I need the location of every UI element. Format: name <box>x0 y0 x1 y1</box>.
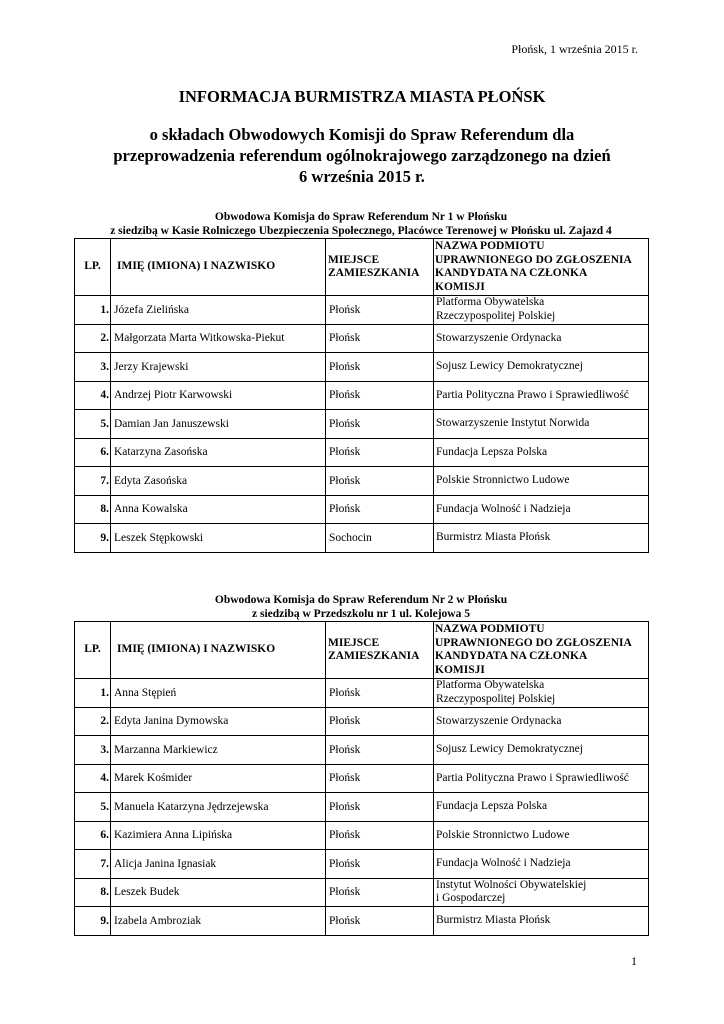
nominating-entity-line: Rzeczypospolitej Polskiej <box>436 309 556 322</box>
member-name: Izabela Ambroziak <box>111 907 326 936</box>
table-row <box>75 821 649 850</box>
subtitle <box>60 124 664 187</box>
member-residence: Płońsk <box>326 296 434 325</box>
member-name: Edyta Janina Dymowska <box>111 707 326 736</box>
members-table <box>74 238 649 553</box>
table-header-row <box>75 239 649 296</box>
table-row <box>75 850 649 879</box>
member-name: Damian Jan Januszewski <box>111 410 326 439</box>
member-residence: Płońsk <box>326 381 434 410</box>
nominating-entity-line: Fundacja Lepsza Polska <box>436 800 548 812</box>
member-nominating-entity <box>434 524 649 553</box>
member-residence: Płońsk <box>326 353 434 382</box>
member-lp: 6. <box>75 821 111 850</box>
member-lp: 1. <box>75 679 111 708</box>
nominating-entity-line: Partia Polityczna Prawo i Sprawiedliwość <box>436 771 629 784</box>
member-nominating-entity <box>434 381 649 410</box>
member-lp: 1. <box>75 296 111 325</box>
member-name: Małgorzata Marta Witkowska-Piekut <box>111 324 326 353</box>
column-header-name: IMIĘ (IMIONA) I NAZWISKO <box>111 622 326 679</box>
table-row <box>75 381 649 410</box>
table-row <box>75 707 649 736</box>
column-header-org-line: UPRAWNIONEGO DO ZGŁOSZENIA <box>435 636 632 649</box>
column-header-org-line: NAZWA PODMIOTU <box>435 623 545 635</box>
subtitle-line: 6 września 2015 r. <box>299 167 425 186</box>
column-header-org-line: KOMISJI <box>435 663 485 676</box>
table-row <box>75 524 649 553</box>
commission-heading-line2: z siedzibą w Kasie Rolniczego Ubezpieczenia Społecznego, Placówce Terenowej w Płońsku ul. Zajazd 4 <box>110 225 612 237</box>
table-row <box>75 410 649 439</box>
member-nominating-entity <box>434 324 649 353</box>
nominating-entity-line: Rzeczypospolitej Polskiej <box>436 692 556 705</box>
nominating-entity-line: Burmistrz Miasta Płońsk <box>436 914 551 926</box>
table-row <box>75 907 649 936</box>
member-name: Marek Kośmider <box>111 764 326 793</box>
commission-2-section <box>74 593 648 936</box>
table-row <box>75 495 649 524</box>
date-line: Płońsk, 1 września 2015 r. <box>511 42 638 56</box>
nominating-entity-line: Polskie Stronnictwo Ludowe <box>436 828 570 841</box>
table-row <box>75 764 649 793</box>
column-header-org-line: KANDYDATA NA CZŁONKA <box>435 650 588 662</box>
column-header-lp: LP. <box>75 239 111 296</box>
nominating-entity-line: Stowarzyszenie Ordynacka <box>436 714 562 727</box>
member-nominating-entity <box>434 764 649 793</box>
member-name: Jerzy Krajewski <box>111 353 326 382</box>
member-lp: 9. <box>75 524 111 553</box>
member-residence: Płońsk <box>326 324 434 353</box>
nominating-entity-line: Burmistrz Miasta Płońsk <box>436 531 551 543</box>
nominating-entity-line: Partia Polityczna Prawo i Sprawiedliwość <box>436 388 629 401</box>
column-header-org <box>434 622 649 679</box>
nominating-entity-line: Sojusz Lewicy Demokratycznej <box>436 743 583 755</box>
member-lp: 5. <box>75 410 111 439</box>
column-header-place-line: MIEJSCE <box>328 636 380 649</box>
column-header-place-line: ZAMIESZKANIA <box>328 650 420 662</box>
member-residence: Płońsk <box>326 793 434 822</box>
member-name: Alicja Janina Ignasiak <box>111 850 326 879</box>
page-title: INFORMACJA BURMISTRZA MIASTA PŁOŃSK <box>178 87 546 106</box>
table-row <box>75 793 649 822</box>
table-row <box>75 324 649 353</box>
members-table <box>74 621 649 936</box>
table-row <box>75 467 649 496</box>
member-name: Marzanna Markiewicz <box>111 736 326 765</box>
commission-heading <box>74 210 648 238</box>
member-nominating-entity <box>434 438 649 467</box>
nominating-entity-line: Stowarzyszenie Ordynacka <box>436 331 562 344</box>
nominating-entity-line: Sojusz Lewicy Demokratycznej <box>436 360 583 372</box>
member-name: Anna Kowalska <box>111 495 326 524</box>
commission-heading-line1: Obwodowa Komisja do Spraw Referendum Nr 1 w Płońsku <box>214 211 508 223</box>
member-lp: 4. <box>75 381 111 410</box>
member-lp: 8. <box>75 495 111 524</box>
nominating-entity-line: Polskie Stronnictwo Ludowe <box>436 474 570 486</box>
commission-heading-line2: z siedzibą w Przedszkolu nr 1 ul. Kolejowa 5 <box>252 608 470 620</box>
member-lp: 5. <box>75 793 111 822</box>
member-name: Katarzyna Zasońska <box>111 438 326 467</box>
nominating-entity-line: Platforma Obywatelska <box>436 679 545 692</box>
member-lp: 4. <box>75 764 111 793</box>
member-residence: Płońsk <box>326 821 434 850</box>
column-header-name: IMIĘ (IMIONA) I NAZWISKO <box>111 239 326 296</box>
table-row <box>75 878 649 907</box>
member-residence: Płońsk <box>326 736 434 765</box>
table-row <box>75 736 649 765</box>
member-residence: Płońsk <box>326 850 434 879</box>
member-nominating-entity <box>434 467 649 496</box>
column-header-place-line: MIEJSCE <box>328 253 380 266</box>
column-header-org-line: KOMISJI <box>435 280 485 293</box>
column-header-place <box>326 239 434 296</box>
commission-heading <box>74 593 648 621</box>
member-nominating-entity <box>434 353 649 382</box>
member-lp: 8. <box>75 878 111 907</box>
member-residence: Płońsk <box>326 438 434 467</box>
member-residence: Płońsk <box>326 495 434 524</box>
member-nominating-entity <box>434 736 649 765</box>
member-name: Leszek Stępkowski <box>111 524 326 553</box>
nominating-entity-line: Fundacja Lepsza Polska <box>436 445 548 458</box>
table-row <box>75 296 649 325</box>
member-nominating-entity <box>434 679 649 708</box>
nominating-entity-line: Fundacja Wolność i Nadzieja <box>436 857 571 869</box>
member-nominating-entity <box>434 907 649 936</box>
commission-heading-line1: Obwodowa Komisja do Spraw Referendum Nr 2 w Płońsku <box>214 594 508 606</box>
member-lp: 6. <box>75 438 111 467</box>
member-residence: Sochocin <box>326 524 434 553</box>
member-name: Józefa Zielińska <box>111 296 326 325</box>
member-nominating-entity <box>434 707 649 736</box>
member-residence: Płońsk <box>326 410 434 439</box>
member-residence: Płońsk <box>326 907 434 936</box>
column-header-place <box>326 622 434 679</box>
nominating-entity-line: Fundacja Wolność i Nadzieja <box>436 502 571 515</box>
table-header-row <box>75 622 649 679</box>
member-nominating-entity <box>434 495 649 524</box>
member-nominating-entity <box>434 821 649 850</box>
member-nominating-entity <box>434 793 649 822</box>
members-table-body <box>75 679 649 936</box>
column-header-lp: LP. <box>75 622 111 679</box>
subtitle-line: o składach Obwodowych Komisji do Spraw Referendum dla <box>149 125 575 144</box>
member-residence: Płońsk <box>326 764 434 793</box>
member-nominating-entity <box>434 410 649 439</box>
column-header-place-line: ZAMIESZKANIA <box>328 267 420 279</box>
member-name: Manuela Katarzyna Jędrzejewska <box>111 793 326 822</box>
member-lp: 7. <box>75 467 111 496</box>
table-row <box>75 353 649 382</box>
table-row <box>75 438 649 467</box>
column-header-org-line: UPRAWNIONEGO DO ZGŁOSZENIA <box>435 253 632 266</box>
members-table-body <box>75 296 649 553</box>
column-header-org <box>434 239 649 296</box>
member-nominating-entity <box>434 878 649 907</box>
member-lp: 2. <box>75 707 111 736</box>
nominating-entity-line: Stowarzyszenie Instytut Norwida <box>436 417 590 429</box>
nominating-entity-line: Instytut Wolności Obywatelskiej <box>436 878 587 891</box>
member-lp: 3. <box>75 736 111 765</box>
table-row <box>75 679 649 708</box>
member-name: Edyta Zasońska <box>111 467 326 496</box>
column-header-org-line: NAZWA PODMIOTU <box>435 240 545 252</box>
member-residence: Płońsk <box>326 467 434 496</box>
commission-1-section <box>74 210 648 553</box>
subtitle-line: przeprowadzenia referendum ogólnokrajowego zarządzonego na dzień <box>113 146 611 165</box>
member-name: Andrzej Piotr Karwowski <box>111 381 326 410</box>
member-residence: Płońsk <box>326 878 434 907</box>
nominating-entity-line: i Gospodarczej <box>436 892 506 905</box>
member-lp: 9. <box>75 907 111 936</box>
column-header-org-line: KANDYDATA NA CZŁONKA <box>435 267 588 279</box>
member-lp: 2. <box>75 324 111 353</box>
page-number: 1 <box>631 954 637 968</box>
member-residence: Płońsk <box>326 679 434 708</box>
member-nominating-entity <box>434 850 649 879</box>
member-name: Anna Stępień <box>111 679 326 708</box>
member-lp: 3. <box>75 353 111 382</box>
member-nominating-entity <box>434 296 649 325</box>
member-name: Kazimiera Anna Lipińska <box>111 821 326 850</box>
member-name: Leszek Budek <box>111 878 326 907</box>
member-lp: 7. <box>75 850 111 879</box>
nominating-entity-line: Platforma Obywatelska <box>436 296 545 309</box>
member-residence: Płońsk <box>326 707 434 736</box>
